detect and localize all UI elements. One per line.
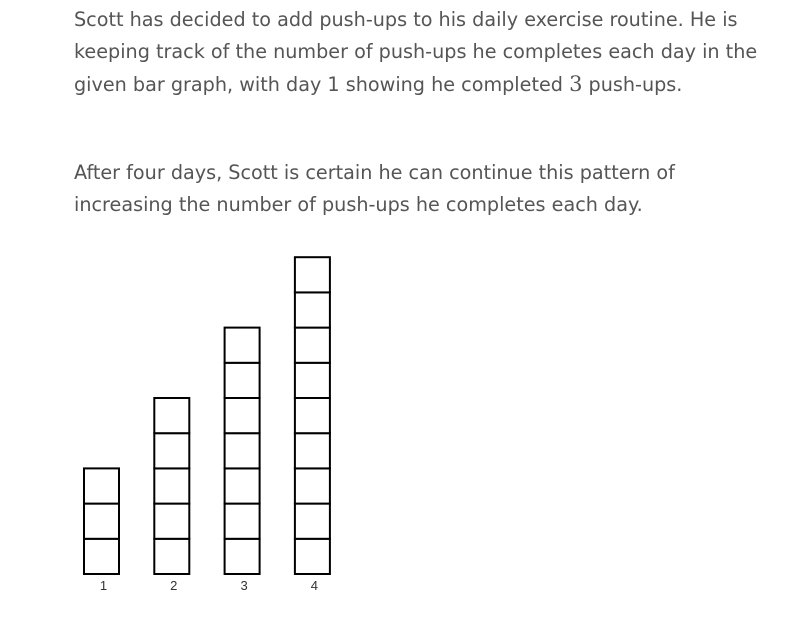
pushup-square: [225, 504, 260, 539]
pushup-square: [225, 328, 260, 363]
pushup-square: [295, 433, 330, 468]
pushup-square: [154, 504, 189, 539]
pushup-square: [84, 468, 119, 503]
bar-day-1: [84, 468, 119, 574]
day-label-4: 4: [310, 578, 319, 593]
pushup-square: [295, 398, 330, 433]
pushup-square: [84, 504, 119, 539]
paragraph-1-text: Scott has decided to add push-ups to his daily exercise routine. He is keeping track of the number of push-ups he completes each day in the given bar graph, with day 1 showing he completed: [74, 8, 758, 96]
day-label-3: 3: [240, 578, 248, 593]
pushup-square: [295, 257, 330, 292]
pushup-square: [295, 539, 330, 574]
pushup-square: [84, 539, 119, 574]
pushup-square: [225, 363, 260, 398]
pushup-square: [225, 539, 260, 574]
pushup-square: [295, 504, 330, 539]
bar-day-4: [295, 257, 330, 574]
pushup-square: [295, 292, 330, 327]
pushup-square: [154, 433, 189, 468]
pushup-square: [154, 468, 189, 503]
bar-day-3: [225, 328, 260, 574]
paragraph-1-ending: push-ups.: [582, 73, 683, 96]
pushup-square: [295, 468, 330, 503]
problem-paragraph-1: [74, 4, 774, 101]
pushup-square: [295, 328, 330, 363]
pushup-square: [154, 398, 189, 433]
day-label-2: 2: [170, 578, 178, 593]
pushup-square: [295, 363, 330, 398]
pushup-square: [225, 433, 260, 468]
day-1-pushup-count: 3: [569, 72, 583, 96]
bar-day-2: [154, 398, 189, 574]
pushup-square: [154, 539, 189, 574]
pushup-square: [225, 468, 260, 503]
pushup-square: [225, 398, 260, 433]
problem-paragraph-2: After four days, Scott is certain he can continue this pattern of increasing the number of push-ups he completes each day.: [74, 161, 675, 216]
day-label-1: 1: [99, 578, 108, 593]
